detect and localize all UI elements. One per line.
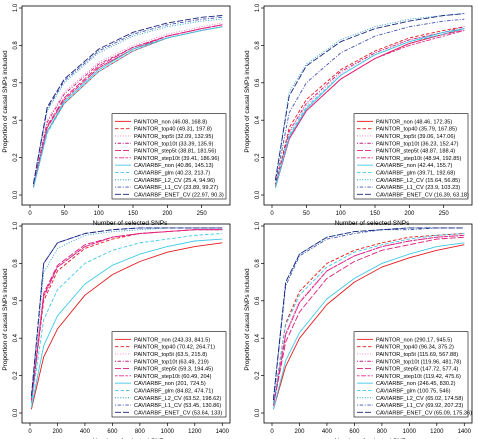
legend-entry: CAVIARBF_L1_CV (23.89, 99.27) [134,185,219,192]
y-tick-label: 0.4 [255,116,261,125]
x-tick-label: 400 [79,429,90,435]
x-tick-label: 200 [162,211,173,217]
legend-entry: PAINTOR_step5t (147.72, 577.4) [376,366,459,373]
x-tick-label: 200 [294,429,305,435]
x-tick-label: 100 [335,211,346,217]
legend-entry: CAVIARBF_L1_CV (23.9, 103.23) [376,185,461,192]
legend-entry: CAVIARBF_ENET_CV (16.39, 63.18) [376,192,469,199]
x-tick-label: 50 [302,211,310,217]
legend-entry: CAVIARBF_L2_CV (15.64, 56.85) [376,177,461,184]
y-axis-label: Proportion of causal SNPs included [244,50,251,153]
y-axis-label: Proportion of causal SNPs included [2,268,9,371]
x-tick-label: 150 [127,211,139,217]
legend-entry: CAVIARBF_non (201, 724.5) [134,381,206,388]
x-tick-label: 100 [93,211,104,217]
y-tick-label: 0.2 [255,153,261,162]
x-tick-label: 150 [369,211,381,217]
x-tick-label: 250 [438,211,449,217]
x-tick-label: 0 [270,211,274,217]
y-tick-label: 0.6 [255,78,261,87]
legend-entry: PAINTOR_non (48.46, 172.35) [376,119,453,126]
legend-entry: PAINTOR_top10t (36.23, 152.47) [376,141,459,148]
legend-entry: PAINTOR_top10t (33.39, 135.9) [134,141,214,148]
legend-entry: PAINTOR_step5t (38.81, 181.56) [134,148,217,155]
legend-entry: PAINTOR_top40 (70.42, 264.71) [134,344,215,351]
chart-panel-4 [244,221,472,439]
legend-entry: PAINTOR_top10t (63.49, 219) [134,359,209,366]
y-axis-label: Proportion of causal SNPs included [244,268,251,371]
y-tick-label: 0.4 [13,116,19,125]
legend-entry: PAINTOR_non (290.17, 945.5) [376,337,453,344]
legend-entry: PAINTOR_step5t (48.87, 188.4) [376,148,456,155]
x-tick-label: 1400 [215,429,229,435]
y-tick-label: 1.0 [255,3,261,13]
y-tick-label: 1.0 [13,3,19,13]
legend-entry: PAINTOR_non (46.08, 168.8) [134,119,208,126]
legend-entry: CAVIARBF_L2_CV (65.02, 174.58) [376,395,464,402]
y-tick-label: 0.8 [255,41,261,50]
x-tick-label: 200 [52,429,63,435]
x-axis-label: Number of selected SNPs [334,220,410,227]
y-tick-label: 0.6 [13,296,19,305]
legend-entry: CAVIARBF_L1_CV (53.45, 130.86) [134,403,222,410]
legend-entry: PAINTOR_top40 (49.31, 197.8) [134,126,212,133]
legend-entry: CAVIARBF_L2_CV (63.52, 198.62) [134,395,222,402]
legend-entry: PAINTOR_top40 (35.79, 167.85) [376,126,457,133]
x-tick-label: 1200 [188,429,202,435]
y-tick-label: 0.6 [255,296,261,305]
y-tick-label: 0.8 [13,41,19,50]
legend-entry: PAINTOR_top5t (115.69, 567.88) [376,351,459,358]
legend-entry: CAVIARBF_L2_CV (25.4, 94.96) [134,177,216,184]
legend-entry: CAVIARBF_ENET_CV (65.09, 175.36) [376,410,472,417]
y-tick-label: 1.0 [13,221,19,231]
chart-panel-1 [2,3,230,227]
y-tick-label: 0.0 [13,190,19,200]
y-tick-label: 0.0 [255,190,261,200]
x-tick-label: 250 [196,211,207,217]
legend-entry: CAVIARBF_non (40.86, 145.13) [134,163,214,170]
x-axis-label: Number of selected SNPs [92,220,168,227]
x-tick-label: 1000 [160,429,175,435]
legend-entry: CAVIARBF_ENET_CV (53.64, 133) [134,410,223,417]
legend-entry: CAVIARBF_glm (39.71, 192.68) [376,170,456,177]
y-tick-label: 0.6 [13,78,19,87]
x-tick-label: 0 [28,211,32,217]
legend-entry: PAINTOR_top5t (32.09, 132.95) [134,133,214,140]
legend-entry: CAVIARBF_ENET_CV (22.97, 90.3) [134,192,224,199]
y-tick-label: 0.8 [255,259,261,268]
legend-entry: PAINTOR_non (243.33, 841.5) [134,337,211,344]
legend-entry: CAVIARBF_glm (40.23, 213.7) [134,170,211,177]
legend-entry: CAVIARBF_glm (84.82, 474.71) [134,388,214,395]
y-tick-label: 0.2 [13,153,19,162]
legend-entry: CAVIARBF_non (42.44, 155.7) [376,163,453,170]
x-tick-label: 0 [270,429,274,435]
y-tick-label: 1.0 [255,221,261,231]
y-tick-label: 0.0 [13,408,19,418]
x-tick-label: 0 [28,429,32,435]
y-tick-label: 0.2 [255,371,261,380]
legend-entry: CAVIARBF_L1_CV (69.92, 207.23) [376,403,464,410]
chart-panel-3 [2,221,230,439]
legend-entry: PAINTOR_top40 (96.34, 375.2) [376,344,454,351]
y-tick-label: 0.4 [13,334,19,343]
y-tick-label: 0.2 [13,371,19,380]
legend-entry: PAINTOR_top10t (119.96, 481.78) [376,359,462,366]
x-tick-label: 200 [404,211,415,217]
legend-entry: PAINTOR_top5t (39.06, 147.06) [376,133,456,140]
y-tick-label: 0.8 [13,259,19,268]
legend-entry: CAVIARBF_non (246.45, 830.2) [376,381,456,388]
y-axis-label: Proportion of causal SNPs included [2,50,9,153]
y-tick-label: 0.4 [255,334,261,343]
legend-entry: PAINTOR_step10t (48.94, 192.85) [376,155,462,162]
legend-entry: PAINTOR_step10t (119.42, 475.6) [376,373,461,380]
legend-entry: CAVIARBF_glm (100.75, 546) [376,388,451,395]
y-tick-label: 0.0 [255,408,261,418]
chart-panel-2 [244,3,472,227]
x-tick-label: 1400 [457,429,471,435]
x-tick-label: 800 [376,429,387,435]
x-tick-label: 50 [60,211,68,217]
x-tick-label: 600 [107,429,118,435]
x-tick-label: 1000 [402,429,417,435]
x-tick-label: 400 [321,429,332,435]
x-tick-label: 800 [134,429,145,435]
legend-entry: PAINTOR_step10t (39.41, 186.96) [134,155,220,162]
legend-entry: PAINTOR_top5t (63.5, 215.8) [134,351,208,358]
legend-entry: PAINTOR_step5t (59.3, 194.45) [134,366,214,373]
x-tick-label: 1200 [430,429,444,435]
legend-entry: PAINTOR_step10t (60.49, 204) [134,373,212,380]
x-tick-label: 600 [349,429,360,435]
